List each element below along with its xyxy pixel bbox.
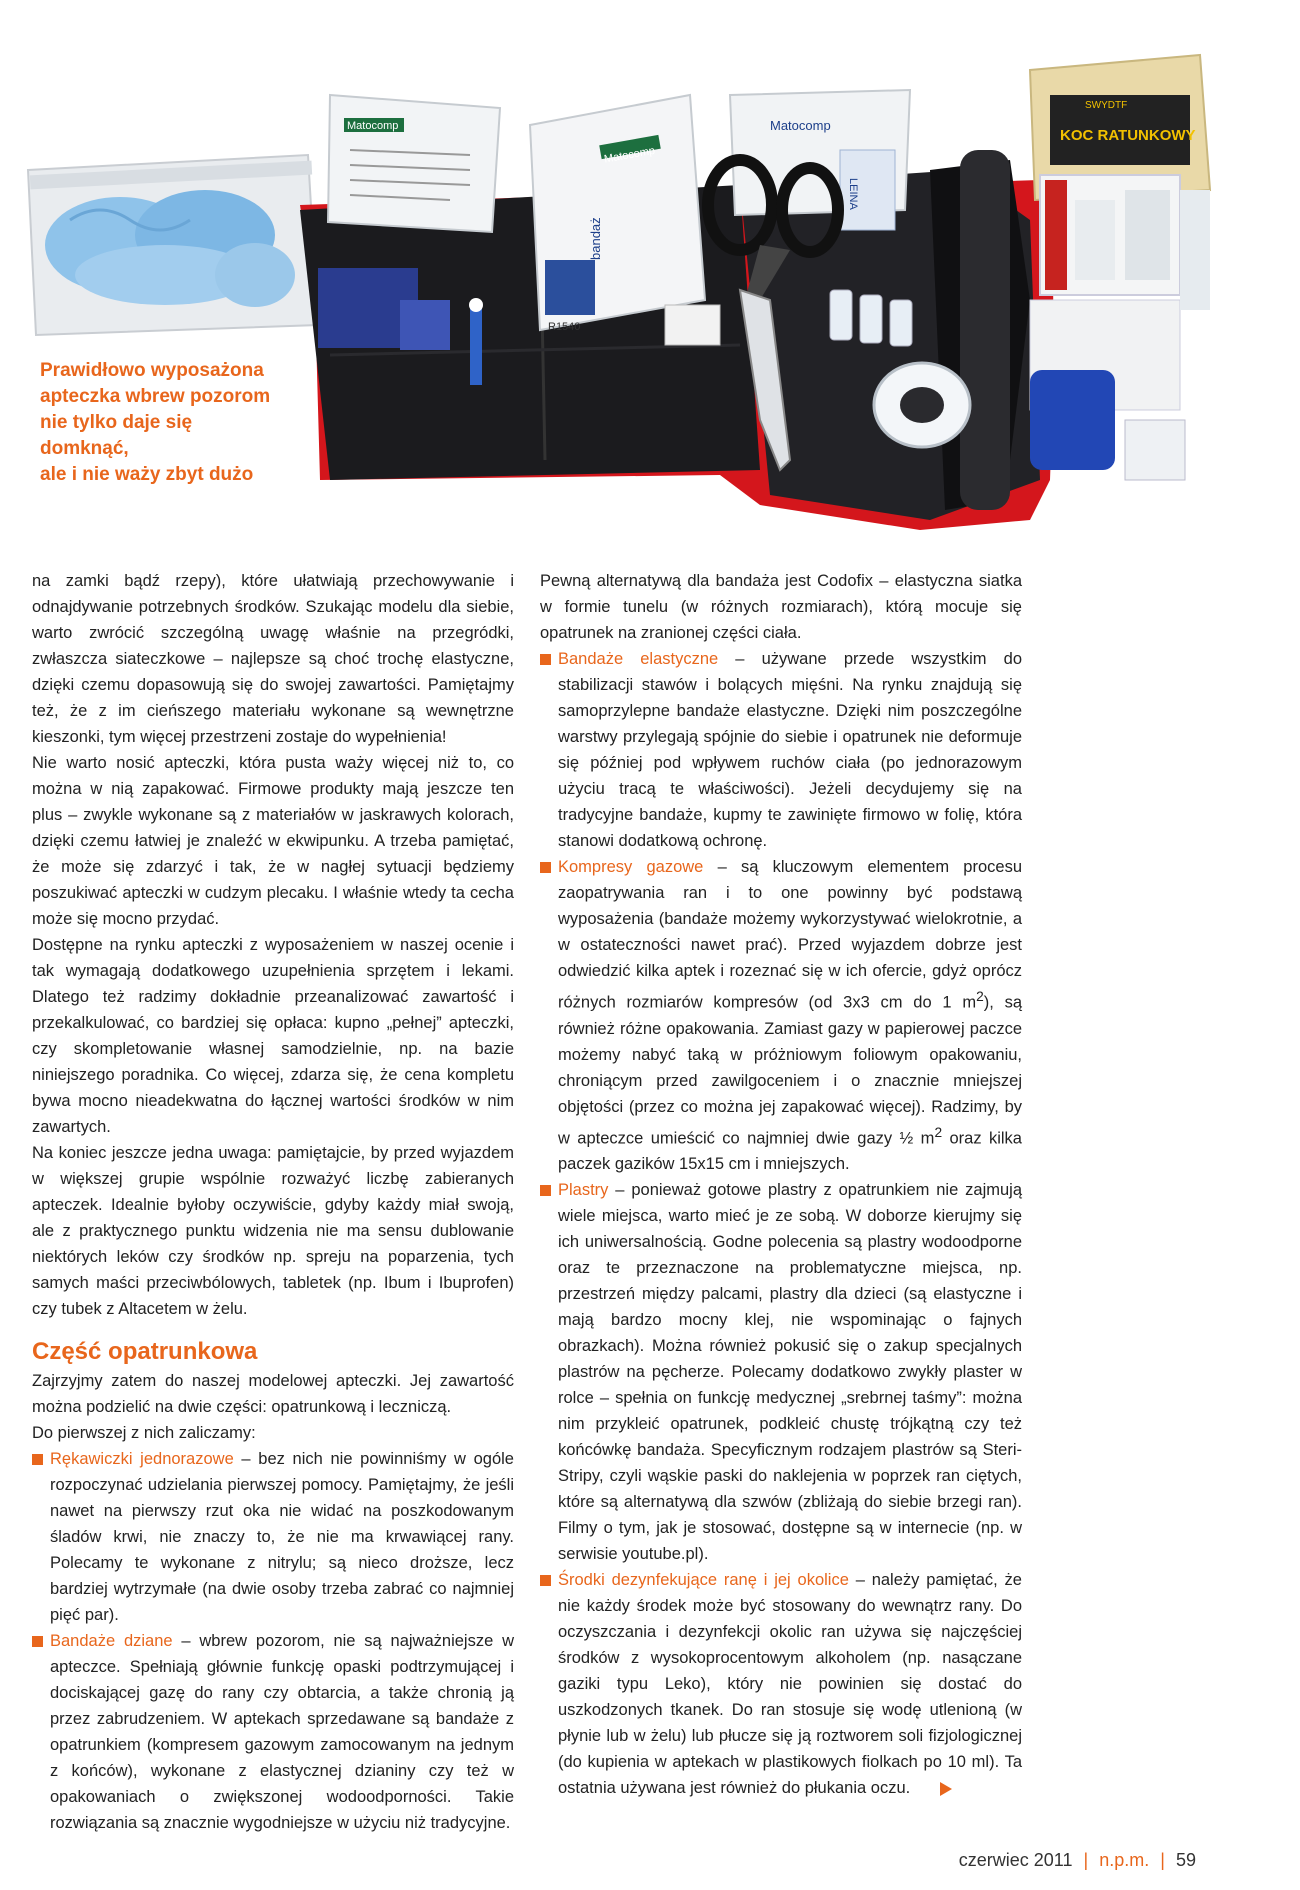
bullet-square-icon <box>540 1185 551 1196</box>
list-item-elastic-bandages <box>540 646 1022 854</box>
footer-separator: | <box>1160 1850 1165 1870</box>
paragraph: Zajrzyjmy zatem do naszej modelowej apteczki. Jej zawartość można podzielić na dwie części: opatrunkową i leczniczą. <box>32 1372 514 1416</box>
caption-line: ale i nie waży zbyt dużo <box>40 464 254 485</box>
caption-line: apteczka wbrew pozorom <box>40 386 271 407</box>
list-item-text: oraz kilka paczek gazików 15x15 cm i mniejszych. <box>558 1129 1022 1173</box>
matocomp-label-3: Matocomp <box>770 118 831 133</box>
bullet-square-icon <box>540 862 551 873</box>
list-item-term: Plastry <box>558 1181 609 1199</box>
paragraph: Do pierwszej z nich zaliczamy: <box>32 1424 256 1442</box>
caption-line: Prawidłowo wyposażona <box>40 360 264 381</box>
paragraph: na zamki bądź rzepy), które ułatwiają przechowywanie i odnajdywanie potrzebnych środków. Szukając modelu dla siebie, warto zwrócić szczególną uwagę właśnie na przegródki, zwłaszcza siateczkowe – najlepsze są choć trochę elastyczne, dzięki czemu dopasowują się do swojej zawartości. Pamiętajmy też, że z im cieńszego materiału wykonane są wewnętrzne kieszonki, tym więcej przestrzeni zostaje do wypełnienia! <box>32 572 514 746</box>
paragraph: Nie warto nosić apteczki, która pusta waży więcej niż to, co można w nią zapakować. Firmowe produkty mają jeszcze ten plus – zwykle wykonane są z materiałów w jaskrawych kolorach, dzięki czemu łatwiej je znaleźć w ekwipunku. A trzeba pamiętać, że może się zdarzyć i tak, że w nagłej sytuacji będziemy poszukiwać apteczki w cudzym plecaku. I właśnie wtedy ta cecha może się mocno przydać. <box>32 754 514 928</box>
section-heading: Część opatrunkowa <box>32 1338 258 1365</box>
magazine-name: n.p.m. <box>1099 1850 1150 1870</box>
list-item-text: – należy pamiętać, że nie każdy środek może być stosowany do wewnątrz rany. Do oczyszczania i dezynfekcji okolic ran używa się najczęściej środków z wysokoprocentowym alkoholem (np. nasączane gaziki typu Leko), który nie powinien się dostać do uszkodzonych tkanek. Do ran stosuje się wodę utlenioną (w płynie lub w żelu) lub płucze się ją roztworem soli fizjologicznej (do kupienia w aptekach w plastikowych fiolkach po 10 ml). Ta ostatnia używana jest również do płukania oczu. <box>558 1571 1022 1797</box>
list-item-text: – wbrew pozorom, nie są najważniejsze w apteczce. Spełniają głównie funkcję opaski podtrzymującej i dociskającej gazę do rany czy obtarcia, a także chronią ją przez zabrudzeniem. W aptekach sprzedawane są bandaże z opatrunkiem (kompresem gazowym zamocowanym na jednym z końców), wykonane z elastycznej dzianiny czy też w opakowaniach o zwiększonej wodoodporności. Takie rozwiązania są znacznie wygodniejsze w użyciu niż tradycyjne. <box>50 1632 514 1832</box>
paragraph: Dostępne na rynku apteczki z wyposażeniem w naszej ocenie i tak wymagają dodatkowego uzupełnienia sprzętem i lekami. Dlatego też radzimy dokładnie przeanalizować zawartość i przekalkulować, co bardziej się opłaca: kupno „pełnej” apteczki, czy skompletowanie własnej samodzielnie, np. na bazie niniejszego poradnika. Co więcej, zdarza się, że cena kompletu bywa mocno nieadekwatna do łącznej wartości środków w nim zawartych. <box>32 936 514 1136</box>
superscript: 2 <box>934 1124 943 1140</box>
bandage-roll-label: bandaż <box>588 217 603 260</box>
list-item-term: Kompresy gazowe <box>558 858 704 876</box>
gauze-package-2 <box>530 95 705 333</box>
issue-date: czerwiec 2011 <box>958 1850 1073 1870</box>
list-item-term: Rękawiczki jednorazowe <box>50 1450 234 1468</box>
first-aid-kit-photo <box>0 0 1300 560</box>
list-item-text: – ponieważ gotowe plastry z opatrunkiem nie zajmują wiele miejsca, warto mieć je ze sobą. W doborze kierujmy się ich uniwersalnością. Godne polecenia są plastry wodoodporne oraz te przeznaczone na problematyczne miejsca, np. przestrzeń między palcami, plastry dla dzieci (są elastyczne i mają bardzo mocny klej, nie wspominając o fajnych obrazkach). Można również pokusić się o zakup specjalnych plastrów na pęcherze. Polecamy dodatkowo zwykły plaster w rolce – spełnia on funkcję medycznej „srebrnej taśmy”: można nim przykleić opatrunek, podkleić chustę trójkątną czy też końcówkę bandaża. Specyficznym rodzajem plastrów są Steri-Stripy, czyli wąskie paski do naklejenia w poprzek ran ciętych, które są alternatywą dla szwów (zbliżają do siebie brzegi ran). Filmy o tym, jak je stosować, dostępne są w internecie (np. w serwisie youtube.pl). <box>558 1181 1022 1563</box>
leina-label: LEINA <box>847 178 859 210</box>
list-item-term: Środki dezynfekujące ranę i jej okolice <box>558 1571 849 1589</box>
list-item-gauze-compresses <box>540 854 1022 1177</box>
caption-line: nie tylko daje się domknąć, <box>40 412 193 459</box>
gloves-bag <box>28 155 318 335</box>
article-column-right <box>540 568 1022 1801</box>
continue-arrow-icon <box>940 1782 952 1796</box>
foil-text-label: KOC RATUNKOWY <box>1060 127 1196 144</box>
list-item-text: – bez nich nie powinniśmy w ogóle rozpoczynać udzielania pierwszej pomocy. Pamiętajmy, że jeśli nawet na pierwszy rzut oka nie widać na poszkodowanym śladów krwi, nie znaczy to, że nie ma krwawiącej rany. Polecamy te wykonane z nitrylu; są nieco droższe, lecz bardziej wytrzymałe (na dwie osoby trzeba zabrać co najmniej pięć par). <box>50 1450 514 1624</box>
foil-brand-label: SWYDTF <box>1085 100 1128 111</box>
superscript: 2 <box>976 989 984 1004</box>
paragraph: Na koniec jeszcze jedna uwaga: pamiętajcie, by przed wyjazdem w większej grupie wspólnie rozważyć liczbę zabieranych apteczek. Idealnie byłoby oczywiście, gdyby każdy miał swoją, ale z praktycznego punktu widzenia nie ma sensu dublowanie niektórych leków czy środków np. spreju na poparzenia, tych samych maści przeciwbólowych, tabletek (np. Ibum i Ibuprofen) czy tubek z Altacetem w żelu. <box>32 1144 514 1318</box>
article-column-left <box>32 568 514 1836</box>
page-footer <box>959 1850 1196 1871</box>
list-item-term: Bandaże dziane <box>50 1632 173 1650</box>
matocomp-label-2: Matocomp <box>603 144 656 166</box>
list-item-text: – są kluczowym elementem procesu zaopatrywania ran i to one powinny być podstawą wyposażenia (bandaże możemy wykorzystywać wielokrotnie, a w ostateczności nawet prać). Przed wyjazdem dobrze jest odwiedzić kilka aptek i rozeznać się w ich ofercie, gdyż oprócz różnych rozmiarów kompresów (od 3x3 cm do 1 m <box>558 858 1022 1012</box>
bullet-square-icon <box>540 654 551 665</box>
list-item-gloves <box>32 1446 514 1628</box>
paragraph: Pewną alternatywą dla bandaża jest Codofix – elastyczna siatka w formie tunelu (w różnych rozmiarach), którą mocuje się opatrunek na zranionej części ciała. <box>540 572 1022 642</box>
list-item-text: ), są również różne opakowania. Zamiast gazy w papierowej paczce możemy nabyć taką w próżniowym foliowym opakowaniu, chroniącym przed zawilgoceniem i o znacznie mniejszej objętości (przez co można jej zapakować więcej). Radzimy, by w apteczce umieścić co najmniej dwie gazy <box>558 993 1023 1147</box>
elastic-bandages <box>1030 175 1210 480</box>
matocomp-label-1: Matocomp <box>347 120 399 132</box>
list-item-disinfectants <box>540 1567 1022 1801</box>
list-item-plasters <box>540 1177 1022 1567</box>
footer-separator: | <box>1083 1850 1089 1870</box>
list-item-text: – używane przede wszystkim do stabilizacji stawów i bolących mięśni. Na rynku znajdują się samoprzylepne bandaże elastyczne. Dzięki nim poszczególne warstwy przylegają spójnie do siebie i opatrunek nie deformuje się później pod wpływem ruchów ciała (po jednorazowym użyciu tracą te właściwości). Jeżeli decydujemy się na tradycyjne bandaże, kupmy te zawinięte firmowo w folię, która stanowi dodatkową ochronę. <box>558 650 1022 850</box>
bullet-square-icon <box>540 1575 551 1586</box>
r-code-label: R1540 <box>548 321 581 333</box>
bullet-square-icon <box>32 1454 43 1465</box>
list-item-knitted-bandages <box>32 1628 514 1836</box>
fraction: ½ <box>899 1129 914 1147</box>
list-item-term: Bandaże elastyczne <box>558 650 719 668</box>
tape-roll <box>874 363 970 447</box>
page-number: 59 <box>1175 1850 1196 1870</box>
photo-caption <box>40 358 280 488</box>
list-item-text: m <box>913 1129 935 1147</box>
bullet-square-icon <box>32 1636 43 1647</box>
gauze-package-1 <box>328 95 500 232</box>
